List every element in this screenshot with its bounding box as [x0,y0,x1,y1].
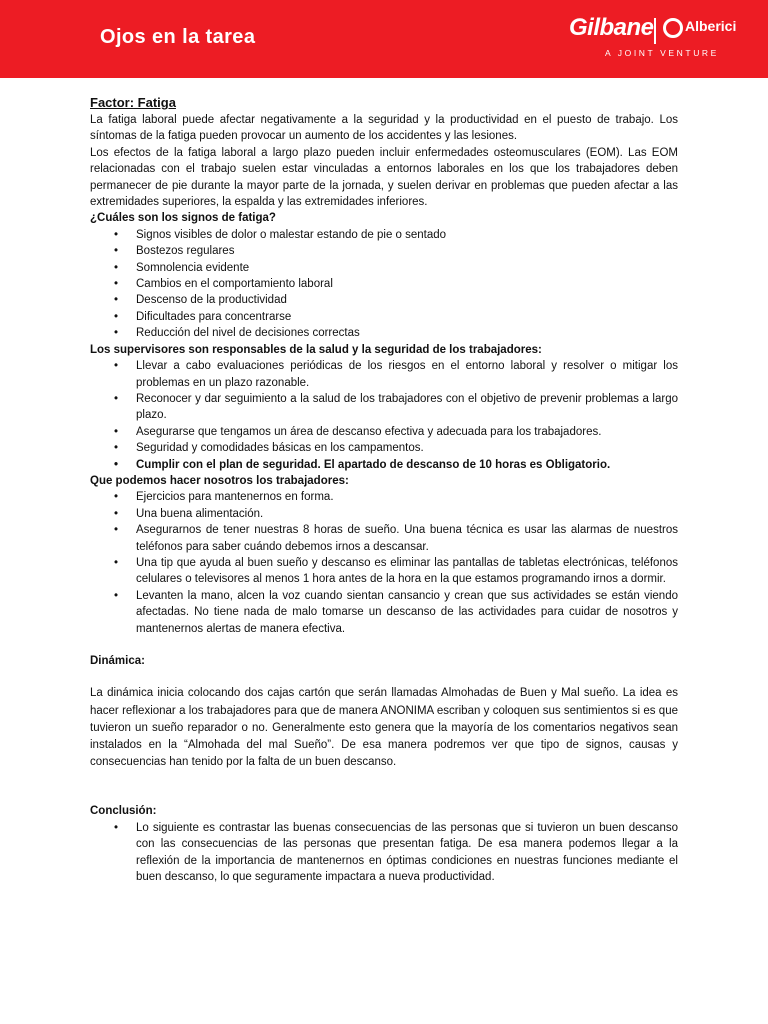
supervisors-heading: Los supervisores son responsables de la salud y la seguridad de los trabajadores: [90,343,542,356]
signs-heading: ¿Cuáles son los signos de fatiga? [90,212,276,225]
list-item: • Asegurarnos de tener nuestras 8 horas de sueño. Una buena técnica es usar las alarmas de nuestros teléfonos para saber cuándo debemos irnos a descansar. [136,522,678,555]
list-item: • Ejercicios para mantenernos en forma. [136,489,678,505]
logo-divider [654,18,656,44]
logo-alberici: Alberici [685,18,737,34]
list-item: • Llevar a cabo evaluaciones periódicas de los riesgos en el entorno laboral y resolver o mitigar los problemas en un plazo razonable. [136,358,678,391]
conclusion-heading: Conclusión: [90,805,157,818]
list-item: • Cumplir con el plan de seguridad. El apartado de descanso de 10 horas es Obligatorio. [136,457,678,473]
list-item: • Reducción del nivel de decisiones correctas [136,325,678,341]
list-item: • Reconocer y dar seguimiento a la salud de los trabajadores con el objetivo de prevenir problemas a largo plazo. [136,391,678,424]
list-item: • Lo siguiente es contrastar las buenas consecuencias de las personas que si tuvieron un buen descanso con las consecuencias de las personas que presentan fatiga. De esa manera podemos llegar a la reflexión de la importancia de mantenernos en óptimas condiciones en nuestras funciones mediante el buen descanso, lo que seguramente impactara a nueva productividad. [136,820,678,886]
workers-heading: Que podemos hacer nosotros los trabajadores: [90,474,349,487]
header-banner [0,0,768,78]
dinamica-heading: Dinámica: [90,655,145,667]
document-body [90,94,678,885]
list-item: • Descenso de la productividad [136,292,678,308]
supervisors-list [90,358,678,473]
conclusion-list [90,820,678,886]
company-logo [567,14,745,60]
logo-gilbane: Gilbane [569,14,654,41]
list-item: • Somnolencia evidente [136,260,678,276]
list-item: • Bostezos regulares [136,243,678,259]
intro-paragraph-2: Los efectos de la fatiga laboral a largo plazo pueden incluir enfermedades osteomusculares (EOM). Las EOM relacionadas con el trabajo suelen estar vinculadas a entornos laborales en los que los trabajadores deben permanecer de pie durante la mayor parte de la jornada, y suelen derivar en problemas que pueden afectar a las extremidades superiores, la espalda y las extremidades inferiores. [90,146,678,209]
spacer [90,669,678,685]
list-item: • Una buena alimentación. [136,506,678,522]
list-item: • Cambios en el comportamiento laboral [136,276,678,292]
header-title: Ojos en la tarea [100,26,256,48]
intro-paragraph-1: La fatiga laboral puede afectar negativamente a la seguridad y la productividad en el puesto de trabajo. Los síntomas de la fatiga pueden provocar un aumento de los accidentes y las lesiones. [90,114,678,143]
list-item: • Seguridad y comodidades básicas en los campamentos. [136,440,678,456]
list-item: • Asegurarse que tengamos un área de descanso efectiva y adecuada para los trabajadores. [136,424,678,440]
logo-tagline: A JOINT VENTURE [605,48,719,58]
signs-list [90,227,678,342]
list-item: • Una tip que ayuda al buen sueño y descanso es eliminar las pantallas de tabletas electrónicas, teléfonos celulares o televisores al menos 1 hora antes de la hora en la que estamos programando irnos a dormir. [136,555,678,588]
spacer [90,771,678,803]
list-item: • Dificultades para concentrarse [136,309,678,325]
swirl-icon [663,18,683,38]
factor-title: Factor: Fatiga [90,95,176,110]
list-item: • Levanten la mano, alcen la voz cuando sientan cansancio y crean que sus actividades se están viendo afectadas. No tiene nada de malo tomarse un descanso de las actividades para cuidar de nosotros y mantenernos alertas de manera efectiva. [136,588,678,637]
list-item: • Signos visibles de dolor o malestar estando de pie o sentado [136,227,678,243]
dinamica-text: La dinámica inicia colocando dos cajas cartón que serán llamadas Almohadas de Buen y Mal sueño. La idea es hacer reflexionar a los trabajadores para que de manera ANONIMA escriban y coloquen sus sentimientos si es que tuvieron un sueño reparador o no. Generalmente esto genera que la mayoría de los comentarios negativos sean instalados en la “Almohada del mal Sueño”. De esa manera podremos ver que tipo de signos, causas y consecuencias han tenido por la falta de un buen descanso. [90,687,678,769]
workers-list [90,489,678,637]
spacer [90,637,678,653]
